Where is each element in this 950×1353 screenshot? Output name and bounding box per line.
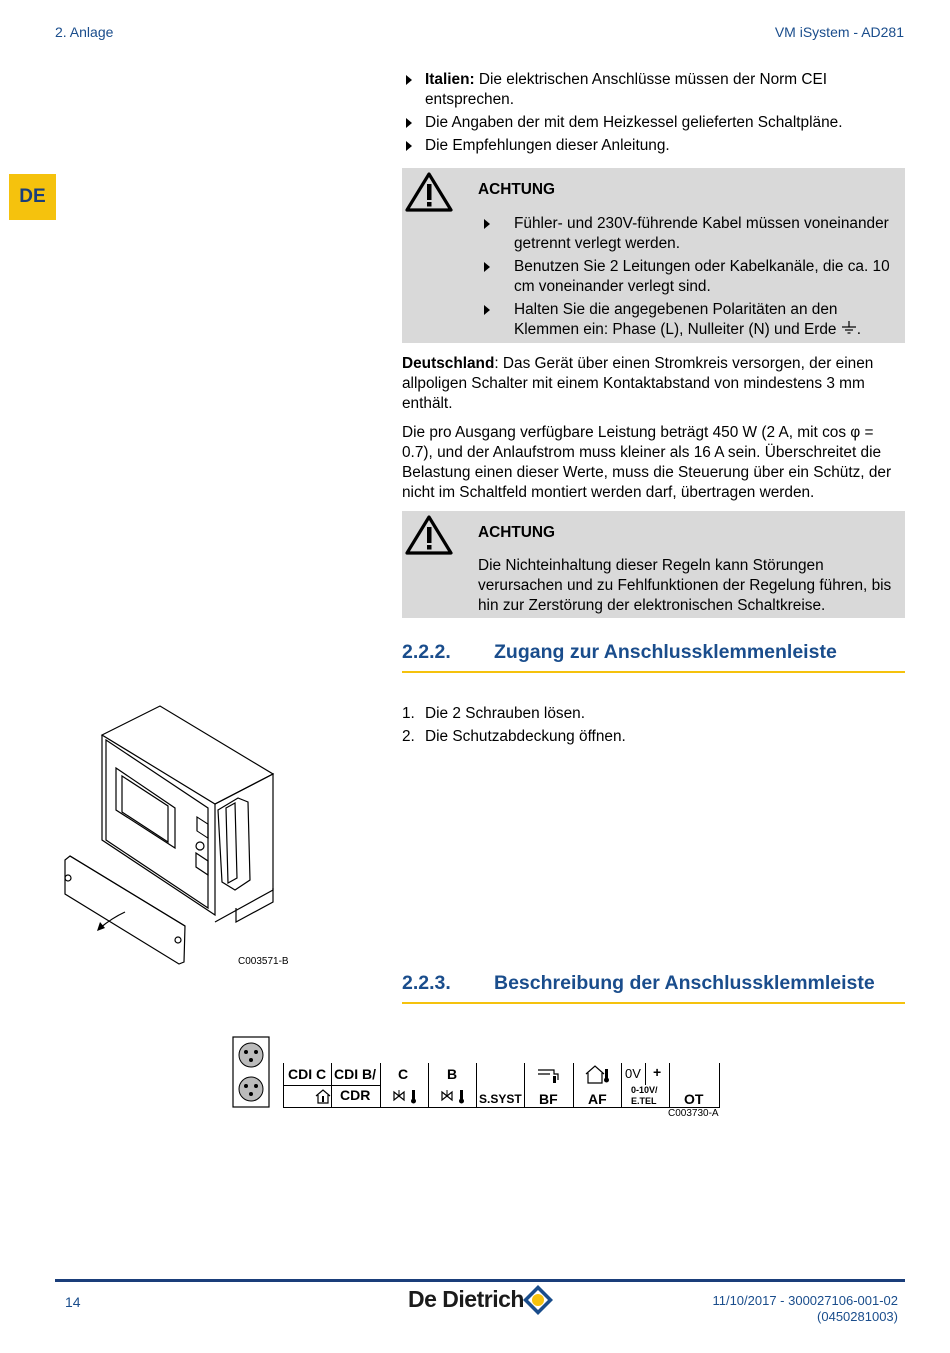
bullet-item [402, 70, 905, 110]
arrow-icon [484, 262, 490, 272]
warning-list [478, 214, 895, 343]
section-number: 2.2.2. [402, 641, 451, 663]
warning-item-text: Fühler- und 230V-führende Kabel müssen voneinander getrennt verlegt werden. [514, 215, 889, 252]
warning-item: Halten Sie die angegebenen Polaritäten an den Klemmen ein: Phase (L), Nulleiter (N) und Erde . [478, 300, 895, 340]
brand-diamond-icon [522, 1284, 554, 1316]
header-doc-title: VM iSystem - AD281 [774, 24, 904, 40]
language-tab: DE [9, 174, 56, 220]
warning-item-text: Benutzen Sie 2 Leitungen oder Kabelkanäle, die ca. 10 cm voneinander verlegt sind. [514, 258, 890, 295]
outdoor-sensor-icon [584, 1064, 610, 1084]
terminal-label: CDR [340, 1087, 371, 1103]
paragraph-germany [402, 354, 905, 414]
section-title: Beschreibung der Anschlussklemmleiste [494, 972, 875, 994]
arrow-icon [484, 219, 490, 229]
para-text: Die pro Ausgang verfügbare Leistung beträgt 450 W (2 A, mit cos φ = 0.7), und der Anlaufstrom muss kleiner als 16 A sein. Überschreitet die Belastung einen dieser Werte, muss die Steuerung über ein Schütz, der nicht im Schaltfeld montiert werden darf, übertragen werden. [402, 424, 892, 501]
warning-item [478, 257, 895, 297]
terminal-label: E.TEL [631, 1096, 657, 1106]
arrow-icon [406, 75, 412, 85]
step-text: Die 2 Schrauben lösen. [425, 705, 585, 722]
step-number: 2. [402, 728, 415, 745]
warning-item-text: Halten Sie die angegebenen Polaritäten an den Klemmen ein: Phase (L), Nulleiter (N) und Erde [514, 301, 838, 338]
terminal-line [284, 1085, 331, 1086]
bullet-text: Die Angaben der mit dem Heizkessel gelieferten Schaltpläne. [425, 114, 843, 131]
terminal-label: OT [684, 1091, 704, 1107]
connector-icon [232, 1036, 270, 1108]
terminal-label: 0V [625, 1066, 641, 1081]
page-number: 14 [65, 1294, 81, 1310]
terminal-divider [380, 1063, 381, 1107]
terminal-label: + [653, 1064, 662, 1080]
step-text: Die Schutzabdeckung öffnen. [425, 728, 626, 745]
terminal-label: CDI C [288, 1066, 327, 1082]
terminal-strip [283, 1063, 720, 1108]
para-bold: Deutschland [402, 355, 495, 372]
terminal-divider [524, 1063, 525, 1107]
arrow-icon [406, 141, 412, 151]
step-list [402, 704, 905, 750]
terminal-divider [645, 1063, 646, 1085]
terminal-divider [573, 1063, 574, 1107]
bullet-text: Die Empfehlungen dieser Anleitung. [425, 137, 670, 154]
valve-sensor-icon [440, 1088, 472, 1104]
terminal-label: BF [539, 1091, 558, 1107]
section-number: 2.2.3. [402, 972, 451, 994]
footer-ref-text: (0450281003) [817, 1309, 898, 1324]
paragraph-power [402, 423, 905, 503]
room-sensor-icon [314, 1088, 332, 1104]
terminal-line [331, 1085, 380, 1086]
terminal-label: AF [588, 1091, 607, 1107]
valve-sensor-icon [392, 1088, 424, 1104]
terminal-label: 0-10V/ [631, 1085, 658, 1095]
terminal-label: CDI B/ [334, 1066, 376, 1082]
device-illustration [60, 700, 290, 970]
bullet-text: Die elektrischen Anschlüsse müssen der Norm CEI entsprechen. [425, 71, 828, 108]
ground-icon [841, 321, 857, 335]
figure-code: C003571-B [238, 956, 289, 967]
terminal-divider [669, 1063, 670, 1107]
tap-icon [536, 1066, 562, 1084]
warning-triangle-icon [404, 170, 454, 214]
section-title: Zugang zur Anschlussklemmenleiste [494, 641, 837, 663]
warning-title: ACHTUNG [478, 524, 555, 541]
bullet-bold: Italien: [425, 71, 475, 88]
warning-item [478, 214, 895, 254]
bullet-item [402, 136, 905, 156]
header-section: 2. Anlage [55, 24, 114, 40]
warning-triangle-icon [404, 513, 454, 557]
footer-date-text: 11/10/2017 - 300027106-001-02 [712, 1293, 898, 1308]
arrow-icon [484, 305, 490, 315]
section-heading [402, 641, 905, 673]
bullet-item [402, 113, 905, 133]
terminal-divider [428, 1063, 429, 1107]
terminal-label: B [447, 1066, 458, 1082]
section-heading [402, 972, 905, 1004]
terminal-divider [621, 1063, 622, 1107]
terminal-label: C [398, 1066, 409, 1082]
arrow-icon [406, 118, 412, 128]
para-text: : Das Gerät über einen Stromkreis versorgen, der einen allpoligen Schalter mit einem Kontaktabstand von mindestens 3 mm enthält. [402, 355, 874, 412]
warning-box [402, 168, 905, 343]
step-item [402, 704, 905, 724]
step-item [402, 727, 905, 747]
terminal-label: S.SYST [479, 1092, 522, 1106]
brand-logo: De Dietrich [408, 1286, 524, 1312]
intro-bullet-list [402, 70, 905, 159]
terminal-divider [476, 1063, 477, 1107]
step-number: 1. [402, 705, 415, 722]
warning-box [402, 511, 905, 618]
footer-date [712, 1293, 898, 1325]
warning-title: ACHTUNG [478, 181, 555, 198]
footer-line [55, 1279, 905, 1282]
warning-text: Die Nichteinhaltung dieser Regeln kann Störungen verursachen und zu Fehlfunktionen der Regelung führen, bis hin zur Zerstörung der elektronischen Schaltkreise. [478, 557, 892, 614]
figure-code: C003730-A [668, 1108, 719, 1119]
